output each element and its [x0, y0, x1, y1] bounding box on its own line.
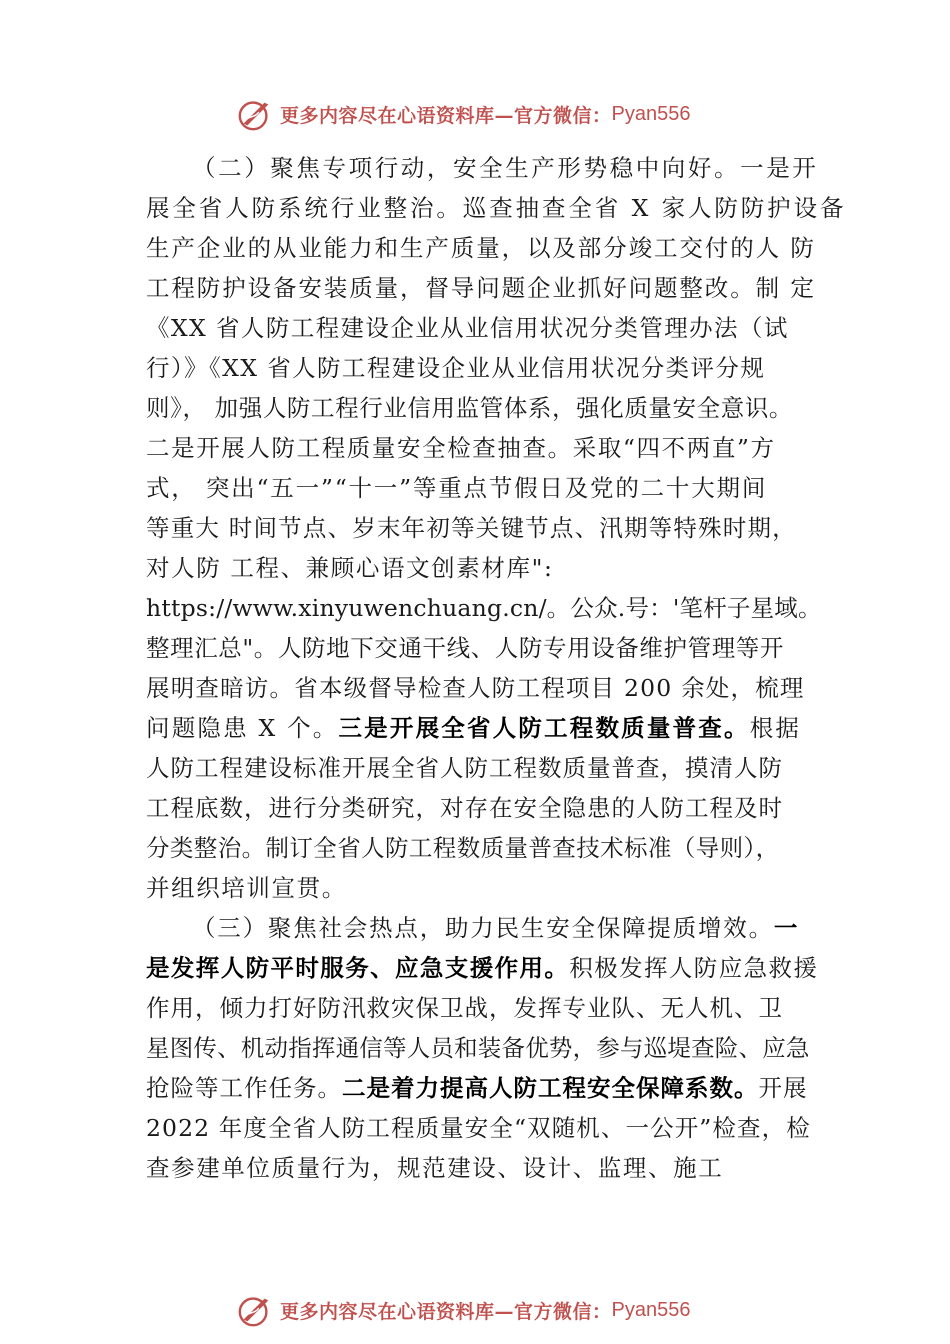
pen-seal-logo-icon: [236, 1291, 274, 1329]
text-line: [146, 708, 801, 748]
text-line: https://www.xinyuwenchuang.cn/。公众.号：'笔杆子星域。: [146, 594, 822, 622]
text-line: 人防工程建设标准开展全省人防工程数质量普查，摸清人防: [146, 754, 783, 782]
text-line: 整理汇总"。人防地下交通干线、人防专用设备维护管理等开: [146, 634, 785, 662]
text-line: 作用，倾力打好防汛救灾保卫战，发挥专业队、无人机、卫: [146, 994, 783, 1022]
text-line: 生产企业的从业能力和生产质量，以及部分竣工交付的人 防: [146, 234, 816, 262]
watermark-text: 更多内容尽在心语资料库—官方微信：: [280, 104, 612, 127]
bold-heading-run: 一: [773, 914, 800, 942]
watermark-wechat-id: Pyan556: [611, 1298, 691, 1321]
text-line: [146, 1068, 808, 1108]
watermark-text: 更多内容尽在心语资料库—官方微信：: [280, 1300, 612, 1323]
bold-heading-run: 是发挥人防平时服务、应急支援作用。: [146, 954, 570, 982]
text-run: 开展: [758, 1074, 808, 1102]
bold-heading-run: 三是开展全省人防工程数质量普查。: [338, 714, 750, 742]
text-line: 2022 年度全省人防工程质量安全“双随机、一公开”检查，检: [146, 1114, 811, 1142]
footer-watermark: [236, 1290, 756, 1330]
text-line: 《XX 省人防工程建设企业从业信用状况分类管理办法（试: [146, 314, 789, 342]
text-line: 等重大 时间节点、岁末年初等关键节点、汛期等特殊时期，: [146, 514, 797, 542]
text-line: （二）聚焦专项行动，安全生产形势稳中向好。一是开: [192, 154, 819, 182]
text-line: 展全省人防系统行业整治。巡查抽查全省 X 家人防防护设备: [146, 194, 847, 222]
text-line: 并组织培训宣贯。: [146, 874, 347, 902]
text-line: 工程防护设备安装质量，督导问题企业抓好问题整改。制 定: [146, 274, 816, 302]
text-line: 查参建单位质量行为，规范建设、设计、监理、施工: [146, 1154, 724, 1182]
watermark-wechat-id: Pyan556: [611, 102, 691, 125]
text-line: [146, 948, 818, 988]
text-line: 则》， 加强人防工程行业信用监管体系，强化质量安全意识。: [146, 394, 794, 422]
text-line: 展明查暗访。省本级督导检查人防工程项目 200 余处，梳理: [146, 674, 805, 702]
text-run: 抢险等工作任务。: [146, 1074, 342, 1102]
bold-heading-run: 二是着力提高人防工程安全保障系数。: [342, 1074, 759, 1102]
text-line: 工程底数，进行分类研究，对存在安全隐患的人防工程及时: [146, 794, 783, 822]
text-run: 问题隐患 X 个。: [146, 714, 339, 742]
text-line: 二是开展人防工程质量安全检查抽查。采取“四不两直”方: [146, 434, 776, 462]
pen-seal-logo-icon: [236, 95, 274, 133]
text-line: 分类整治。制订全省人防工程数质量普查技术标准（导则），: [146, 834, 780, 862]
text-line: [192, 908, 799, 948]
text-line: 行）》《XX 省人防工程建设企业从业信用状况分类评分规: [146, 354, 766, 382]
text-line: 式， 突出“五一”“十一”等重点节假日及党的二十大期间: [146, 474, 768, 502]
header-watermark: [236, 94, 756, 134]
text-line: 对人防 工程、兼顾心语文创素材库":: [146, 554, 554, 582]
text-run: （三）聚焦社会热点，助力民生安全保障提质增效。: [192, 914, 774, 942]
text-line: 星图传、机动指挥通信等人员和装备优势，参与巡堤查险、应急: [146, 1034, 810, 1062]
text-run: 根据: [749, 714, 802, 742]
text-run: 积极发挥人防应急救援: [569, 954, 819, 982]
